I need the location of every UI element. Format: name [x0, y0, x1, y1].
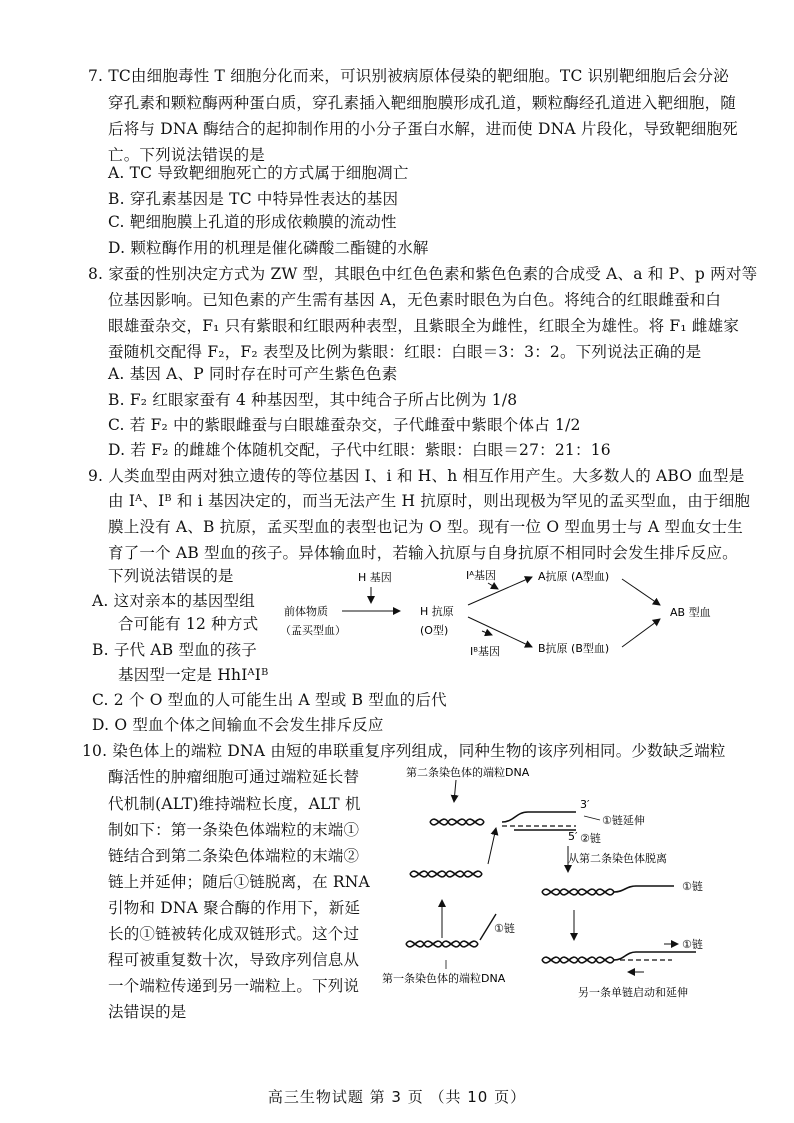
ib-gene-label: Iᴮ基因: [470, 645, 500, 658]
strand2-label: ②链: [580, 832, 601, 845]
o-type-label: (O型): [420, 624, 449, 637]
ia-gene-label: Iᴬ基因: [466, 569, 496, 582]
q9-option-a-line-2: 合可能有 12 种方式: [118, 615, 259, 633]
q10-stem-first-line: 10. 染色体上的端粒 DNA 由短的串联重复序列组成，同种生物的该序列相同。少数缺乏端粒: [82, 742, 726, 760]
q10-stem-line-8: 程可被重复数十次，导致序列信息从: [108, 951, 360, 969]
q9-stem-line-2: 由 Iᴬ、Iᴮ 和 i 基因决定的，而当无法产生 H 抗原时，则出现极为罕见的孟买型血，由于细胞: [108, 492, 751, 510]
h-gene-label: H 基因: [358, 571, 392, 584]
bombay-label: （孟买型血）: [280, 624, 346, 637]
q8-option-c: C. 若 F₂ 中的紫眼雌蚕与白眼雄蚕杂交，子代雌蚕中紫眼个体占 1/2: [108, 416, 581, 434]
ab-type-label: AB 型血: [670, 606, 711, 619]
q10-stem-line-2: 代机制(ALT)维持端粒长度，ALT 机: [108, 795, 361, 813]
h-antigen-label: H 抗原: [420, 605, 454, 618]
q9-stem-line-5: 下列说法错误的是: [108, 567, 234, 585]
q8-stem-line-2: 位基因影响。已知色素的产生需有基因 A，无色素时眼色为白色。将纯合的红眼雌蚕和白: [108, 291, 722, 309]
page-footer: 高三生物试题 第 3 页 （共 10 页）: [267, 1088, 527, 1106]
helix-mid-right: [542, 889, 614, 895]
blood-type-pathway-diagram: [270, 565, 730, 665]
helix-bottom-right: [542, 957, 614, 963]
helix-bottom-left: [406, 941, 478, 947]
q10-stem-line-7: 长的①链被转化成双链形式。这个过: [108, 925, 360, 943]
end-5-label: 5′: [568, 830, 578, 843]
q10-stem-line-5: 链上并延伸；随后①链脱离，在 RNA: [108, 873, 370, 891]
q10-stem-line-10: 法错误的是: [108, 1003, 187, 1021]
precursor-label: 前体物质: [284, 605, 328, 618]
q7-option-a: A. TC 导致靶细胞死亡的方式属于细胞凋亡: [108, 164, 409, 182]
q8-stem-line-4: 蚕随机交配得 F₂，F₂ 表型及比例为紫眼：红眼：白眼＝3：3：2。下列说法正确的是: [108, 343, 702, 361]
q7-stem-line-2: 穿孔素和颗粒酶两种蛋白质，穿孔素插入靶细胞膜形成孔道，颗粒酶经孔道进入靶细胞，随: [108, 94, 737, 112]
q10-stem-line-4: 链结合到第二条染色体端粒的末端②: [108, 847, 360, 865]
helix-top: [430, 819, 484, 825]
end-3-label: 3′: [580, 798, 590, 811]
helix-mid-left: [410, 871, 482, 877]
detach-label: 从第二条染色体脱离: [568, 852, 667, 865]
second-telomere-label: 第二条染色体的端粒DNA: [406, 766, 530, 779]
a-antigen-label: A抗原 (A型血): [538, 570, 610, 583]
q7-option-c: C. 靶细胞膜上孔道的形成依赖膜的流动性: [108, 213, 397, 231]
q7-option-b: B. 穿孔素基因是 TC 中特异性表达的基因: [108, 190, 399, 208]
strand1-label-c: ①链: [682, 938, 703, 951]
strand1-extension-label: ①链延伸: [602, 814, 645, 827]
alt-telomere-diagram: [382, 764, 726, 1002]
strand1-label-a: ①链: [682, 880, 703, 893]
q9-option-b-line-2: 基因型一定是 HhIᴬIᴮ: [118, 666, 269, 684]
b-antigen-label: B抗原 (B型血): [538, 642, 610, 655]
q8-option-a: A. 基因 A、P 同时存在时可产生紫色色素: [108, 365, 398, 383]
q9-option-a-line-1: A. 这对亲本的基因型组: [92, 592, 255, 610]
q9-option-b-line-1: B. 子代 AB 型血的孩子: [92, 641, 257, 659]
q7-stem-line-1: 7. TC由细胞毒性 T 细胞分化而来，可识别被病原体侵染的靶细胞。TC 识别靶细胞后会分泌: [88, 67, 729, 85]
q9-stem-line-1: 9. 人类血型由两对独立遗传的等位基因 I、i 和 H、h 相互作用产生。大多数人的 ABO 血型是: [88, 467, 745, 485]
q10-stem-line-6: 引物和 DNA 聚合酶的作用下，新延: [108, 899, 361, 917]
other-strand-label: 另一条单链启动和延伸: [578, 986, 688, 999]
strand1-label-b: ①链: [494, 922, 515, 935]
q8-stem-line-3: 眼雄蚕杂交，F₁ 只有紫眼和红眼两种表型，且紫眼全为雌性，红眼全为雄性。将 F₁ 雌雄家: [108, 317, 740, 335]
q7-stem-line-4: 亡。下列说法错误的是: [108, 146, 266, 164]
q10-stem-line-3: 制如下：第一条染色体端粒的末端①: [108, 821, 360, 839]
q7-stem-line-3: 后将与 DNA 酶结合的起抑制作用的小分子蛋白水解，进而使 DNA 片段化，导致靶细胞死: [108, 120, 738, 138]
q8-stem-line-1: 8. 家蚕的性别决定方式为 ZW 型，其眼色中红色色素和紫色色素的合成受 A、a 和 P、p 两对等: [88, 265, 758, 283]
q10-stem-line-9: 一个端粒传递到另一端粒上。下列说: [108, 977, 360, 995]
q8-option-b: B. F₂ 红眼家蚕有 4 种基因型，其中纯合子所占比例为 1/8: [108, 391, 518, 409]
q9-stem-line-3: 膜上没有 A、B 抗原，孟买型血的表型也记为 O 型。现有一位 O 型血男士与 A 型血女士生: [108, 518, 744, 536]
q10-stem-line-1: 酶活性的肿瘤细胞可通过端粒延长替: [108, 768, 360, 786]
first-telomere-label: 第一条染色体的端粒DNA: [382, 972, 506, 985]
q9-option-d: D. O 型血个体之间输血不会发生排斥反应: [92, 716, 384, 734]
q7-option-d: D. 颗粒酶作用的机理是催化磷酸二酯键的水解: [108, 239, 429, 257]
q9-option-c: C. 2 个 O 型血的人可能生出 A 型或 B 型血的后代: [92, 691, 447, 709]
q8-option-d: D. 若 F₂ 的雌雄个体随机交配，子代中红眼：紫眼：白眼＝27：21：16: [108, 441, 611, 459]
q9-stem-line-4: 育了一个 AB 型血的孩子。异体输血时，若输入抗原与自身抗原不相同时会发生排斥反应。: [108, 544, 738, 562]
